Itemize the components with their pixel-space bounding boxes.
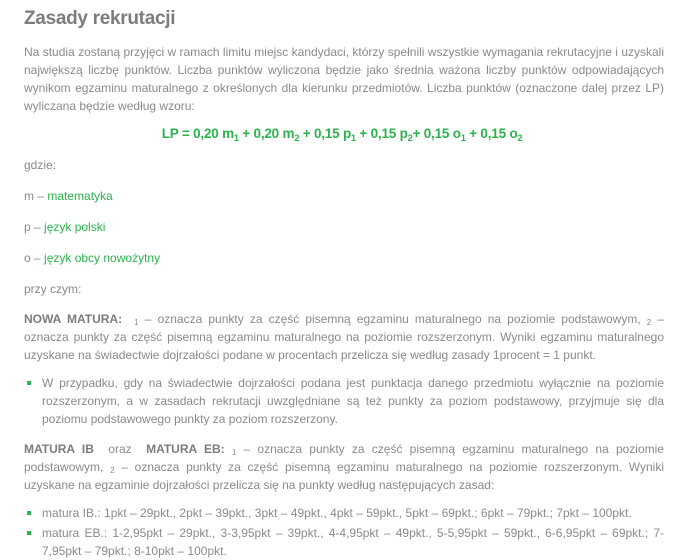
nowa-matura-label: NOWA MATURA: [24,312,123,326]
formula-term: + 0,15 o [412,126,461,141]
intro-paragraph: Na studia zostaną przyjęci w ramach limitu miejsc kandydaci, którzy spełnili wszystkie wymagania rekrutacyjne i uzyskali największą liczbę punktów. Liczba punktów wyliczona będzie jako średnia ważona liczby punktów odpowiadających wynikom egzaminu maturalnego z określonych dla kierunku przedmiotów. Liczba punktów (oznaczone dalej przez LP) wyliczana będzie według wzoru: [24,45,664,113]
formula-sub: 1 [351,133,356,143]
formula-term: + 0,15 p [299,126,352,141]
conversion-text: matura EB.: 1-2,95pkt – 29pkt., 3-3,95pkt – 39pkt., 4-4,95pkt – 49pkt., 5-5,95pkt – 59pkt., 6-6,95pkt – 69pkt.; 7-7,95pkt – 79pkt.; 8-10pkt – 100pkt. [42,526,664,558]
nowa-matura-text: – oznacza punkty za część pisemną egzaminu maturalnego na poziomie podstawowym, [138,312,647,326]
bullet-icon [27,511,31,515]
formula-sub: 1 [233,133,239,143]
gdzie-label: gdzie: [24,158,57,172]
formula-sub: 2 [294,133,300,143]
formula-term: + 0,15 p [355,126,408,141]
legend-letter: p [24,220,31,234]
formula-sub: 1 [460,133,466,143]
page-title: Zasady rekrutacji [24,8,176,29]
legend-dash: – [30,220,45,234]
legend-item-m [24,187,660,205]
nowa-matura-paragraph [24,310,664,364]
matura-ib-paragraph [24,440,664,494]
legend-letter: m [24,189,34,203]
list-item [24,374,664,428]
bullet-icon [27,381,31,385]
matura-eb-label: MATURA EB: [146,442,225,456]
przy-czym-label: przy czym: [24,282,82,296]
oraz-text: oraz [93,442,147,456]
legend-item-p [24,218,660,236]
subject-link-matematyka[interactable]: matematyka [47,189,113,203]
legend-dash: – [30,251,45,265]
bullet-icon [27,531,31,535]
matura-ib-text: – oznacza punkty za część pisemną egzaminu maturalnego na poziomie rozszerzonym. Wyniki uzyskane na egzaminie dojrzałości przelicza się na punkty według następujących zasad: [24,460,664,492]
nowa-matura-text: – oznacza punkty za część pisemną egzaminu maturalnego na poziomie rozszerzonym. Wyniki egzaminu maturalnego uzyskane na świadectwie dojrzałości podane w procentach przelicza się według zasady 1procent = 1 punkt. [24,312,664,362]
formula-term: LP = 0,20 m [161,126,234,141]
sub-index: 2 [110,466,115,475]
subject-link-jezyk-obcy[interactable]: język obcy nowożytny [44,251,161,265]
formula-sub: 2 [517,133,523,143]
formula [24,125,660,143]
sub-index: 2 [646,318,652,327]
formula-sub: 2 [407,133,413,143]
sub-index: 1 [231,448,237,457]
legend-item-o [24,249,660,267]
formula-term: + 0,20 m [238,126,295,141]
list-item [24,524,664,560]
conversion-list [24,504,664,560]
conversion-text: matura IB.: 1pkt – 29pkt., 2pkt – 39pkt., 3pkt – 49pkt., 4pkt – 59pkt., 5pkt – 69pkt.; 6pkt – 79pkt.; 7pkt – 100pkt. [42,506,632,520]
formula-term: + 0,15 o [465,126,518,141]
matura-ib-text: – oznacza punkty za część pisemną egzaminu maturalnego na poziomie podstawowym, [24,442,664,474]
note-text: W przypadku, gdy na świadectwie dojrzałości podana jest punktacja danego przedmiotu wyłącznie na poziomie rozszerzonym, a w zasadach rekrutacji uwzględniane są też punkty za poziom podstawowy, przyjmuje się dla poziomu podstawowego punkty za poziom rozszerzony. [42,376,664,426]
legend-dash: – [34,189,48,203]
subject-link-jezyk-polski[interactable]: język polski [44,220,106,234]
legend-letter: o [24,251,31,265]
sub-index: 1 [134,318,139,327]
matura-ib-label: MATURA IB [24,442,94,456]
list-item [24,504,664,522]
nowa-matura-notes [24,374,664,428]
